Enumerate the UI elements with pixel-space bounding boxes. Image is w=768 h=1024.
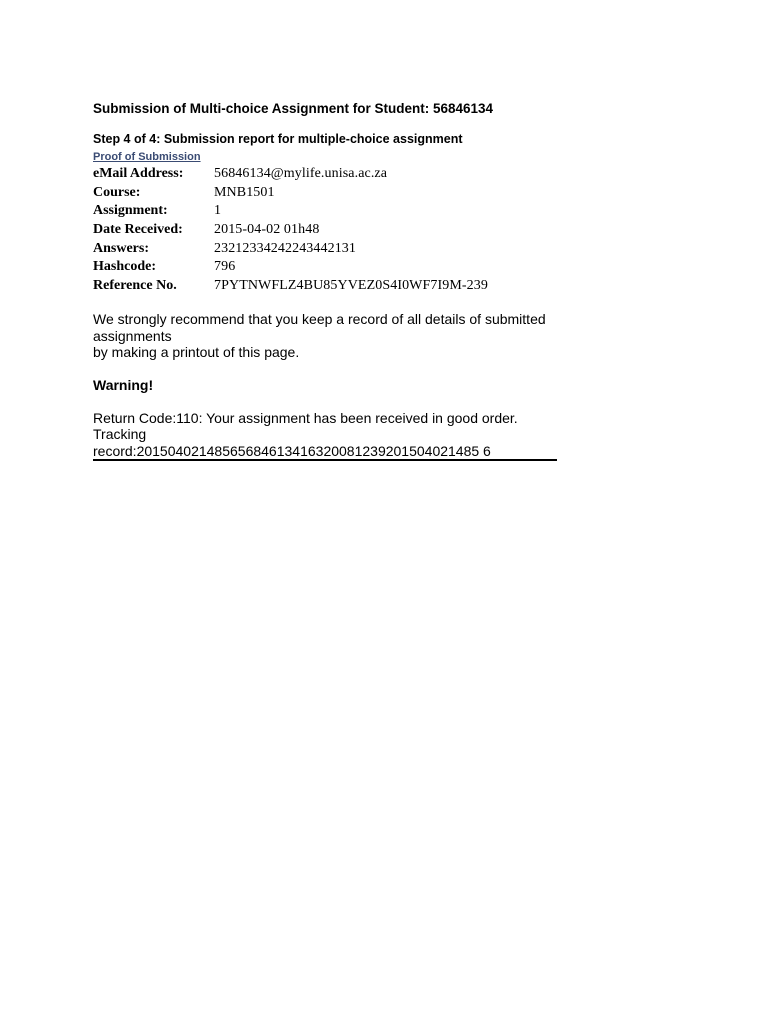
table-row [93,277,488,296]
date-received-value: 2015-04-02 01h48 [214,222,320,238]
return-code-text: Return Code:110: Your assignment has been received in good order. [93,409,518,426]
submission-details-table [93,165,488,295]
tracking-label: Tracking [93,426,147,443]
date-received-label: Date Received: [93,222,183,238]
return-code-block [93,410,563,462]
proof-of-submission-link[interactable]: Proof of Submission [93,151,201,163]
recommendation-notice [93,311,563,361]
warning-heading: Warning! [93,376,154,393]
page-title: Submission of Multi-choice Assignment for Student: 56846134 [93,101,494,116]
email-value: 56846134@mylife.unisa.ac.za [214,166,388,182]
step-heading: Step 4 of 4: Submission report for multiple-choice assignment [93,132,463,146]
table-row [93,221,488,240]
hashcode-label: Hashcode: [93,259,156,275]
answers-label: Answers: [93,240,149,256]
table-row [93,202,488,221]
course-label: Course: [93,184,141,200]
recommendation-line-2: by making a printout of this page. [93,344,300,361]
table-row [93,184,488,203]
recommendation-line-1: We strongly recommend that you keep a record of all details of submitted assignments [93,311,546,344]
reference-no-label: Reference No. [93,277,177,293]
assignment-label: Assignment: [93,203,168,219]
email-label: eMail Address: [93,166,184,182]
course-value: MNB1501 [214,184,275,200]
table-row [93,165,488,184]
assignment-value: 1 [214,203,222,219]
reference-no-value: 7PYTNWFLZ4BU85YVEZ0S4I0WF7I9M-239 [214,277,488,293]
answers-value: 23212334242243442131 [214,240,356,256]
table-row [93,239,488,258]
table-row [93,258,488,277]
hashcode-value: 796 [214,259,236,275]
tracking-record: record:20150402148565684613416320081239201504021485 6 [93,443,557,462]
submission-report [93,100,563,461]
